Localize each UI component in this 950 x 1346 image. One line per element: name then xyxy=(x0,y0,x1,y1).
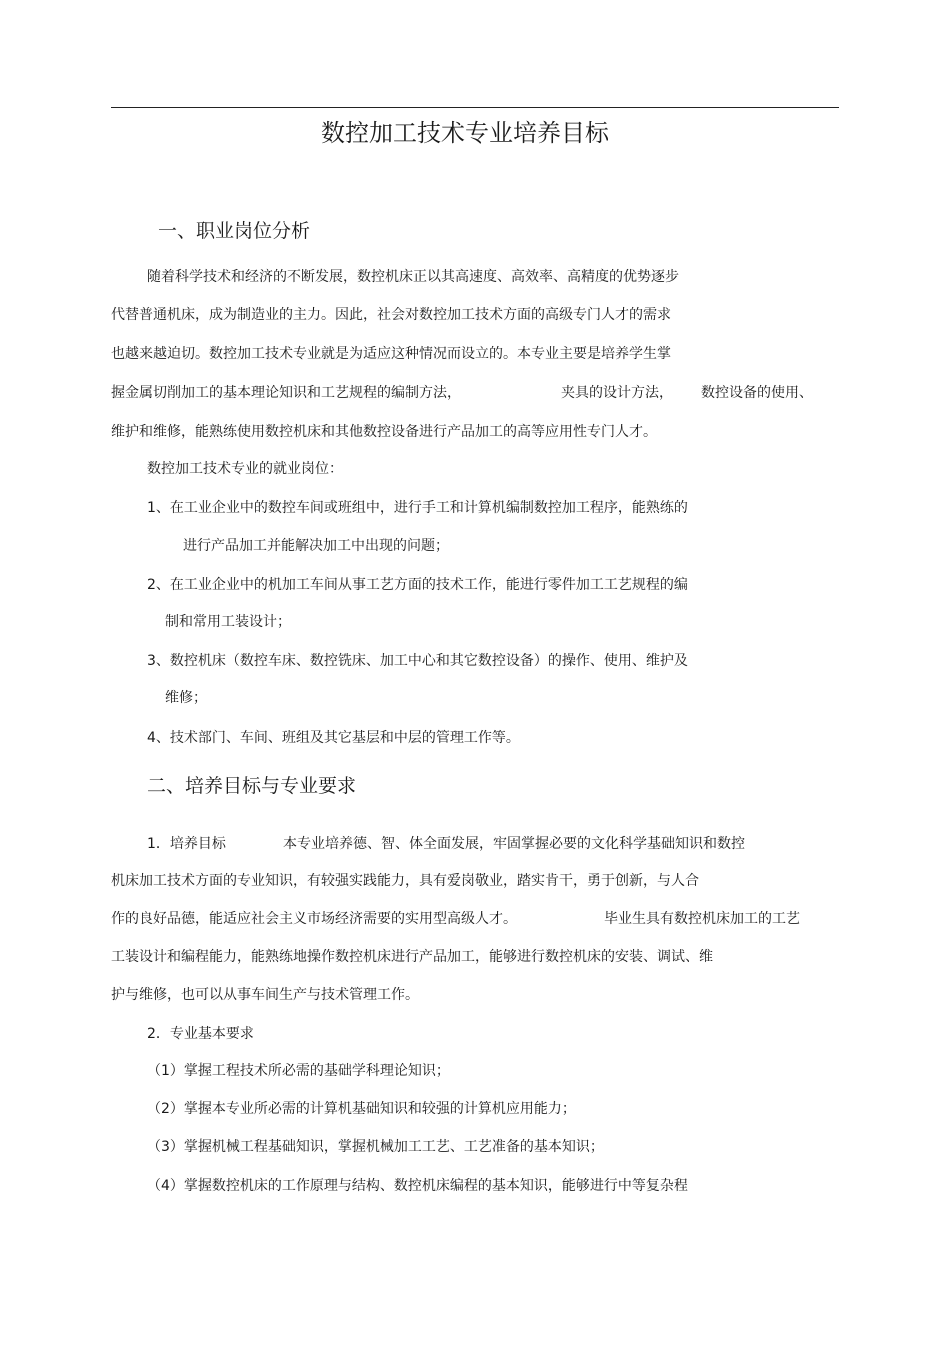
paragraph-line: 随着科学技术和经济的不断发展，数控机床正以其高速度、高效率、高精度的优势逐步 xyxy=(147,269,679,285)
paragraph-line: 代替普通机床，成为制造业的主力。因此，社会对数控加工技术方面的高级专门人才的需求 xyxy=(111,307,671,323)
paragraph-line: 也越来越迫切。数控加工技术专业就是为适应这种情况而设立的。本专业主要是培养学生掌 xyxy=(111,346,671,362)
paragraph-line: 本专业培养德、智、体全面发展，牢固掌握必要的文化科学基础知识和数控 xyxy=(283,836,745,852)
goal-label: 1．培养目标 xyxy=(147,836,226,852)
section2-heading: 二、培养目标与专业要求 xyxy=(147,775,357,797)
job-item: 1、在工业企业中的数控车间或班组中，进行手工和计算机编制数控加工程序，能熟练的 xyxy=(147,500,688,516)
paragraph-line: 工装设计和编程能力，能熟练地操作数控机床进行产品加工，能够进行数控机床的安装、调试、维 xyxy=(111,949,713,965)
paragraph-line: 维护和维修，能熟练使用数控机床和其他数控设备进行产品加工的高等应用性专门人才。 xyxy=(111,424,657,440)
req-item: （3）掌握机械工程基础知识，掌握机械加工工艺、工艺准备的基本知识； xyxy=(147,1139,604,1155)
req-label: 2．专业基本要求 xyxy=(147,1026,254,1042)
header-rule xyxy=(111,107,839,108)
job-item: 2、在工业企业中的机加工车间从事工艺方面的技术工作，能进行零件加工工艺规程的编 xyxy=(147,577,688,593)
paragraph-line: 机床加工技术方面的专业知识，有较强实践能力，具有爱岗敬业，踏实肯干，勇于创新，与人合 xyxy=(111,873,699,889)
req-item: （4）掌握数控机床的工作原理与结构、数控机床编程的基本知识，能够进行中等复杂程 xyxy=(147,1178,688,1194)
section1-heading: 一、职业岗位分析 xyxy=(158,220,311,242)
paragraph-line: 护与维修，也可以从事车间生产与技术管理工作。 xyxy=(111,987,419,1003)
page-title: 数控加工技术专业培养目标 xyxy=(321,119,609,147)
req-item: （2）掌握本专业所必需的计算机基础知识和较强的计算机应用能力； xyxy=(147,1101,576,1117)
job-item: 4、技术部门、车间、班组及其它基层和中层的管理工作等。 xyxy=(147,730,520,746)
paragraph-line: 数控设备的使用、 xyxy=(701,385,813,401)
job-item-cont: 维修； xyxy=(165,690,207,706)
job-item-cont: 制和常用工装设计； xyxy=(165,614,291,630)
paragraph-line: 作的良好品德，能适应社会主义市场经济需要的实用型高级人才。 xyxy=(111,911,517,927)
paragraph-line: 握金属切削加工的基本理论知识和工艺规程的编制方法， xyxy=(111,385,461,401)
job-item: 3、数控机床（数控车床、数控铣床、加工中心和其它数控设备）的操作、使用、维护及 xyxy=(147,653,688,669)
paragraph-line: 毕业生具有数控机床加工的工艺 xyxy=(604,911,800,927)
jobs-intro: 数控加工技术专业的就业岗位： xyxy=(147,461,343,477)
req-item: （1）掌握工程技术所必需的基础学科理论知识； xyxy=(147,1063,450,1079)
job-item-cont: 进行产品加工并能解决加工中出现的问题； xyxy=(183,538,449,554)
paragraph-line: 夹具的设计方法， xyxy=(561,385,673,401)
